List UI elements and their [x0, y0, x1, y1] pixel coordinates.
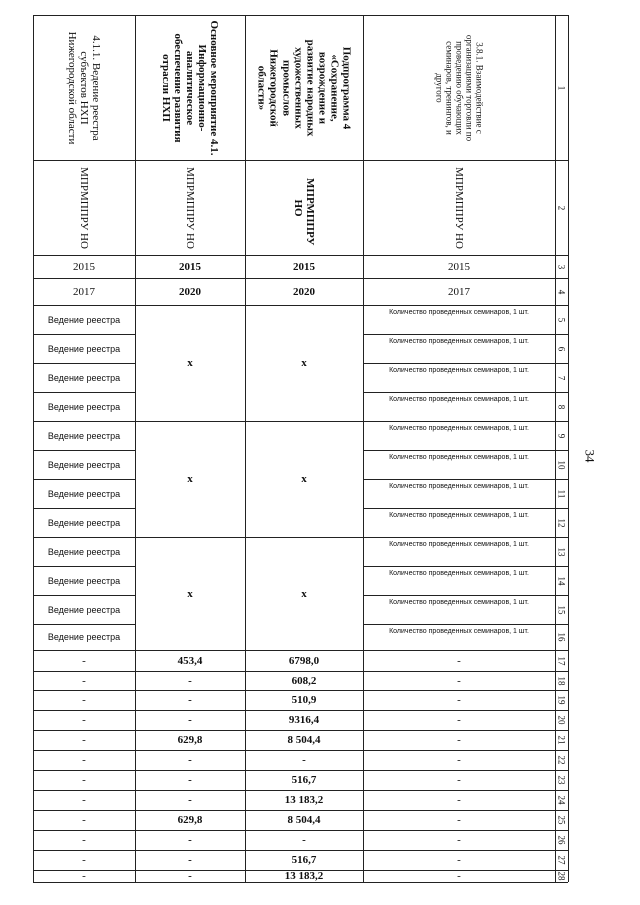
- page-number-text: 34: [582, 449, 597, 463]
- row-number-24: [555, 790, 568, 810]
- value-cell-c4: -: [457, 754, 461, 766]
- cross-mark-cell: х: [187, 473, 193, 485]
- row-number-text: 9: [556, 433, 567, 438]
- value-cell-c3: -: [302, 834, 306, 846]
- row-number-text: 2: [556, 205, 567, 210]
- row-number-17: [555, 650, 568, 671]
- indicator-c1-cell: Ведение реестра: [47, 517, 121, 528]
- indicator-c1-cell: Ведение реестра: [47, 343, 121, 354]
- row-number-20: [555, 710, 568, 730]
- row-number-text: 28: [556, 871, 567, 881]
- value-cell-c4: -: [457, 870, 461, 882]
- indicator-c1-cell: Ведение реестра: [47, 632, 121, 642]
- cross-mark-cell: х: [301, 587, 307, 600]
- indicator-c1-cell: Ведение реестра: [47, 430, 121, 441]
- executor-cell-c3: [245, 160, 363, 255]
- value-cell-c4: -: [457, 674, 461, 687]
- row-number-text: 3: [556, 264, 567, 269]
- value-cell-c3: 13 183,2: [284, 870, 324, 882]
- header-line: Основное мероприятие 4.1.: [208, 19, 221, 156]
- value-cell-c2: -: [188, 674, 192, 687]
- row-number-text: 27: [556, 855, 567, 865]
- year-cell-end_year-c1: 2017: [73, 285, 95, 298]
- value-cell-c4: -: [457, 814, 461, 826]
- cross-mark-cell: х: [301, 357, 307, 369]
- value-cell-c1: -: [82, 870, 86, 882]
- header-line: субъектов НХП: [78, 50, 91, 125]
- value-cell-c3: 8 504,4: [287, 814, 321, 826]
- indicator-c4-cell: Количество проведенных семинаров, 1 шт.: [389, 541, 529, 548]
- indicator-c4-cell: Количество проведенных семинаров, 1 шт.: [389, 570, 529, 577]
- indicator-c1-cell: Ведение реестра: [47, 546, 121, 557]
- indicator-c4-cell: Количество проведенных семинаров, 1 шт.: [389, 396, 529, 403]
- year-cell-end_year-c4: 2017: [448, 285, 470, 298]
- year-cell-start_year-c3: 2015: [293, 260, 315, 273]
- header-text-c4: [434, 34, 483, 140]
- indicator-c1-cell: Ведение реестра: [47, 604, 121, 615]
- row-number-text: 17: [556, 656, 567, 665]
- row-number-text: 18: [556, 676, 567, 685]
- value-cell-c4: -: [457, 854, 461, 866]
- value-cell-c1: -: [82, 834, 86, 846]
- row-number-text: 13: [556, 547, 567, 556]
- header-line: 4.1.1. Ведение реестра: [90, 34, 103, 141]
- value-cell-c1: -: [82, 734, 86, 746]
- executor-text: МПРМППРУ НО: [453, 166, 466, 249]
- row-number-text: 22: [556, 755, 567, 765]
- header-line: «Сохранение,: [328, 53, 341, 122]
- row-number-6: [555, 334, 568, 363]
- value-cell-c3: -: [302, 754, 306, 766]
- row-number-16: [555, 624, 568, 650]
- value-cell-c4: -: [457, 834, 461, 846]
- value-cell-c4: -: [457, 734, 461, 746]
- value-cell-c4: -: [457, 694, 461, 706]
- value-cell-c1: -: [82, 794, 86, 806]
- value-cell-c1: -: [82, 714, 86, 726]
- value-cell-c4: -: [457, 774, 461, 786]
- header-cell-c2: [135, 15, 245, 160]
- year-cell-start_year-c2: 2015: [179, 260, 201, 273]
- row-number-text: 8: [556, 404, 567, 409]
- header-text-c2: [160, 20, 220, 155]
- indicator-c4-cell: Количество проведенных семинаров, 1 шт.: [389, 454, 529, 461]
- row-number-28: [555, 870, 568, 882]
- indicator-c1-cell: Ведение реестра: [47, 314, 121, 325]
- row-number-10: [555, 450, 568, 479]
- indicator-c1-cell: Ведение реестра: [47, 401, 121, 412]
- header-line: возрождение и: [316, 51, 329, 124]
- header-line: другого: [435, 72, 446, 103]
- row-number-text: 6: [556, 346, 567, 351]
- row-number-11: [555, 479, 568, 508]
- header-text-c1: [66, 31, 102, 144]
- row-number-text: 11: [556, 489, 567, 498]
- header-line: развитие народных: [304, 39, 317, 136]
- row-number-27: [555, 850, 568, 870]
- row-number-18: [555, 671, 568, 690]
- row-number-3: [555, 255, 568, 278]
- row-number-text: 24: [556, 795, 567, 805]
- header-line: организациями торговли по: [464, 34, 475, 141]
- row-number-22: [555, 750, 568, 770]
- value-cell-c3: 6798,0: [288, 654, 320, 667]
- year-cell-start_year-c1: 2015: [73, 260, 95, 273]
- row-number-4: [555, 278, 568, 305]
- value-cell-c1: -: [82, 774, 86, 786]
- indicator-c4-cell: Количество проведенных семинаров, 1 шт.: [389, 338, 529, 345]
- row-number-13: [555, 537, 568, 566]
- value-cell-c1: -: [82, 654, 86, 667]
- row-number-26: [555, 830, 568, 850]
- value-cell-c3: 516,7: [291, 854, 317, 866]
- table-hline-28: [33, 882, 568, 883]
- year-cell-start_year-c4: 2015: [448, 260, 470, 273]
- header-text-c3: [256, 39, 353, 136]
- row-number-15: [555, 595, 568, 624]
- row-number-text: 7: [556, 375, 567, 380]
- page-number: [574, 448, 604, 464]
- value-cell-c1: -: [82, 854, 86, 866]
- indicator-c4-cell: Количество проведенных семинаров, 1 шт.: [389, 599, 529, 606]
- executor-text: МПРМППРУ НО: [78, 166, 91, 249]
- header-line: обеспечение развития: [171, 32, 184, 143]
- executor-text: МПРМППРУ НО: [292, 177, 317, 245]
- row-number-8: [555, 392, 568, 421]
- row-number-12: [555, 508, 568, 537]
- value-cell-c1: -: [82, 694, 86, 706]
- row-number-9: [555, 421, 568, 450]
- value-cell-c3: 9316,4: [288, 714, 320, 726]
- indicator-c4-cell: Количество проведенных семинаров, 1 шт.: [389, 628, 529, 635]
- executor-cell-c4: [363, 160, 555, 255]
- value-cell-c2: -: [188, 714, 192, 726]
- value-cell-c2: -: [188, 870, 192, 882]
- value-cell-c2: -: [188, 854, 192, 866]
- value-cell-c2: 453,4: [177, 654, 203, 667]
- executor-text: МПРМППРУ НО: [184, 166, 197, 249]
- cross-mark-cell: х: [301, 473, 307, 485]
- year-cell-end_year-c2: 2020: [179, 285, 201, 298]
- header-line: семинаров, тренингов, и: [445, 40, 456, 135]
- value-cell-c3: 608,2: [291, 674, 317, 687]
- row-number-text: 25: [556, 815, 567, 825]
- row-number-text: 14: [556, 576, 567, 585]
- value-cell-c2: -: [188, 834, 192, 846]
- indicator-c1-cell: Ведение реестра: [47, 488, 121, 499]
- value-cell-c2: -: [188, 774, 192, 786]
- row-number-2: [555, 160, 568, 255]
- value-cell-c1: -: [82, 814, 86, 826]
- row-number-text: 4: [556, 289, 567, 294]
- indicator-c4-cell: Количество проведенных семинаров, 1 шт.: [389, 309, 529, 316]
- row-number-text: 23: [556, 775, 567, 785]
- row-number-5: [555, 305, 568, 334]
- table-vline-5: [568, 15, 569, 882]
- row-number-text: 10: [556, 460, 567, 469]
- row-number-7: [555, 363, 568, 392]
- cross-mark-cell: х: [187, 587, 193, 600]
- header-line: Подпрограмма 4: [340, 46, 353, 129]
- value-cell-c1: -: [82, 674, 86, 687]
- row-number-text: 15: [556, 605, 567, 614]
- indicator-c1-cell: Ведение реестра: [47, 575, 121, 586]
- header-line: художественных: [292, 46, 304, 129]
- value-cell-c2: -: [188, 694, 192, 706]
- indicator-c4-cell: Количество проведенных семинаров, 1 шт.: [389, 512, 529, 519]
- indicator-c1-cell: Ведение реестра: [47, 372, 121, 383]
- header-cell-c3: [245, 15, 363, 160]
- header-cell-c4: [363, 15, 555, 160]
- row-number-text: 16: [556, 632, 567, 642]
- header-line: аналитическое: [184, 50, 197, 125]
- executor-cell-c2: [135, 160, 245, 255]
- row-number-25: [555, 810, 568, 830]
- indicator-c4-cell: Количество проведенных семинаров, 1 шт.: [389, 483, 529, 490]
- row-number-text: 12: [556, 518, 567, 527]
- cross-mark-cell: х: [187, 357, 193, 369]
- year-cell-end_year-c3: 2020: [293, 285, 315, 298]
- value-cell-c4: -: [457, 654, 461, 667]
- row-number-text: 5: [556, 317, 567, 322]
- value-cell-c2: -: [188, 754, 192, 766]
- value-cell-c2: 629,8: [177, 814, 203, 826]
- indicator-c1-cell: Ведение реестра: [47, 459, 121, 470]
- row-number-text: 20: [556, 715, 567, 725]
- row-number-text: 21: [556, 735, 567, 745]
- header-line: области»: [255, 65, 268, 110]
- value-cell-c3: 13 183,2: [284, 794, 324, 806]
- row-number-text: 1: [556, 85, 567, 90]
- header-line: отрасли НХП: [159, 53, 172, 122]
- header-line: Нижегородской: [267, 48, 280, 127]
- value-cell-c2: -: [188, 794, 192, 806]
- value-cell-c3: 510,9: [291, 694, 317, 706]
- indicator-c4-cell: Количество проведенных семинаров, 1 шт.: [389, 367, 529, 374]
- row-number-text: 19: [556, 695, 567, 705]
- row-number-1: [555, 15, 568, 160]
- row-number-14: [555, 566, 568, 595]
- value-cell-c3: 8 504,4: [287, 734, 321, 746]
- row-number-19: [555, 690, 568, 710]
- indicator-c4-cell: Количество проведенных семинаров, 1 шт.: [389, 425, 529, 432]
- header-line: Информационно-: [196, 44, 209, 131]
- value-cell-c4: -: [457, 794, 461, 806]
- value-cell-c2: 629,8: [177, 734, 203, 746]
- row-number-text: 26: [556, 835, 567, 845]
- row-number-23: [555, 770, 568, 790]
- row-number-21: [555, 730, 568, 750]
- header-line: промыслов: [279, 59, 292, 116]
- value-cell-c3: 516,7: [291, 774, 317, 786]
- value-cell-c1: -: [82, 754, 86, 766]
- header-line: 3.8.1. Взаимодействие с: [474, 41, 485, 134]
- header-cell-c1: [33, 15, 135, 160]
- header-line: проведению обучающих: [454, 40, 465, 135]
- header-line: Нижегородской области: [65, 31, 78, 144]
- executor-cell-c1: [33, 160, 135, 255]
- value-cell-c4: -: [457, 714, 461, 726]
